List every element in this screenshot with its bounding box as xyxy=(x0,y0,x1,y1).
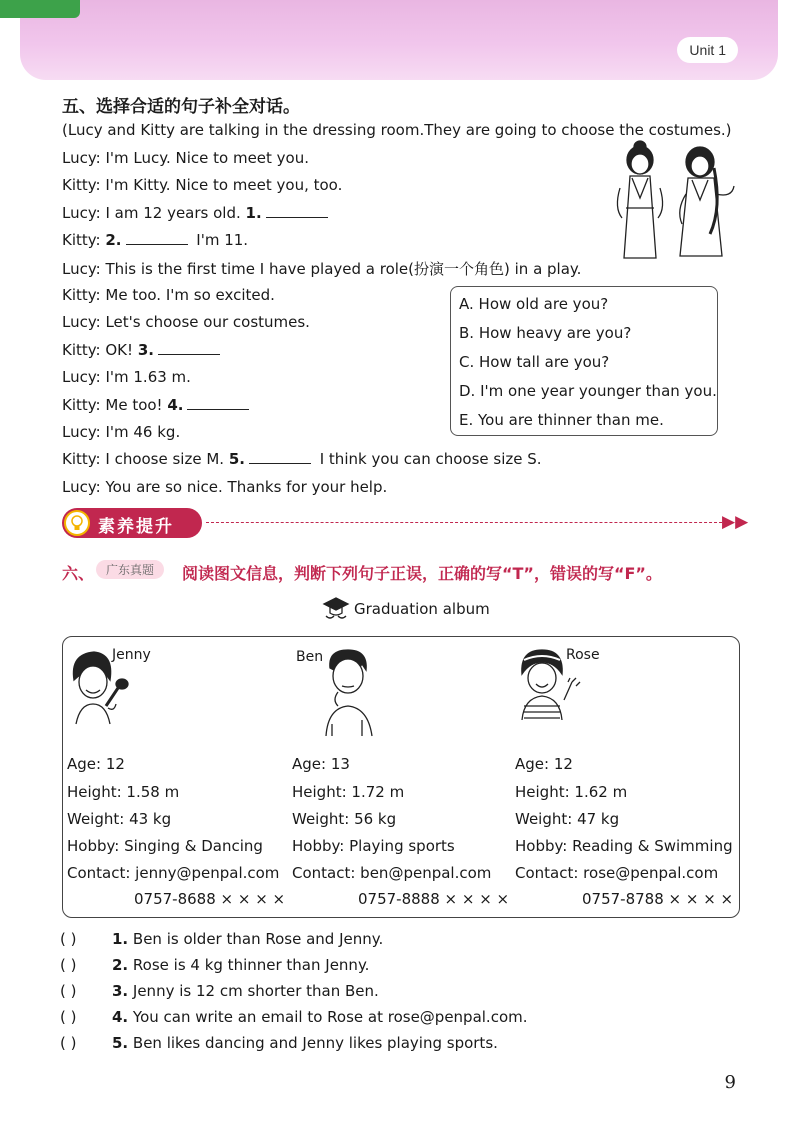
banner-divider xyxy=(206,522,722,523)
section5-intro: (Lucy and Kitty are talking in the dressing room.They are going to choose the costumes.) xyxy=(62,121,732,139)
header-accent xyxy=(0,0,80,18)
ben-hobby: Hobby: Playing sports xyxy=(292,837,455,855)
lightbulb-icon xyxy=(64,510,90,536)
person-name: Rose xyxy=(566,647,600,663)
option-a: A. How old are you? xyxy=(459,295,609,313)
dialogue-line: Kitty: I choose size M. 5. I think you can choose size S. xyxy=(62,450,542,468)
dialogue-line: Kitty: I'm Kitty. Nice to meet you, too. xyxy=(62,176,343,194)
ben-contact: Contact: ben@penpal.com xyxy=(292,864,492,882)
dialogue-line: Kitty: 2. I'm 11. xyxy=(62,231,249,249)
answer-paren[interactable]: ( ) xyxy=(60,956,77,974)
answer-blank[interactable] xyxy=(126,232,188,245)
answer-paren[interactable]: ( ) xyxy=(60,930,77,948)
dialogue-line: Lucy: Let's choose our costumes. xyxy=(62,313,310,331)
answer-blank[interactable] xyxy=(158,342,220,355)
rose-hobby: Hobby: Reading & Swimming xyxy=(515,837,733,855)
answer-paren[interactable]: ( ) xyxy=(60,1008,77,1026)
dialogue-line: Kitty: Me too. I'm so excited. xyxy=(62,286,275,304)
question-item: ( ) 3. Jenny is 12 cm shorter than Ben. xyxy=(60,982,379,1000)
header-band xyxy=(20,0,778,80)
option-e: E. You are thinner than me. xyxy=(459,411,664,429)
jenny-hobby: Hobby: Singing & Dancing xyxy=(67,837,263,855)
answer-blank[interactable] xyxy=(249,451,311,464)
dialogue-line: Kitty: Me too! 4. xyxy=(62,396,253,414)
dialogue-line: Lucy: This is the first time I have played a role(扮演一个角色) in a play. xyxy=(62,260,582,278)
dialogue-line: Lucy: I'm 46 kg. xyxy=(62,423,181,441)
question-item: ( ) 4. You can write an email to Rose at rose@penpal.com. xyxy=(60,1008,528,1026)
option-c: C. How tall are you? xyxy=(459,353,610,371)
person-name: Ben xyxy=(296,649,324,665)
two-girls-illustration xyxy=(610,138,740,266)
answer-blank[interactable] xyxy=(187,397,249,410)
rose-phone: 0757-8788 × × × × xyxy=(582,890,734,908)
rose-contact: Contact: rose@penpal.com xyxy=(515,864,719,882)
double-arrow-icon: ▶▶ xyxy=(722,512,749,532)
jenny-phone: 0757-8688 × × × × xyxy=(134,890,286,908)
section5-title: 五、选择合适的句子补全对话。 xyxy=(62,97,300,117)
dialogue-line: Kitty: OK! 3. xyxy=(62,341,224,359)
graduation-cap-icon xyxy=(322,594,350,622)
jenny-weight: Weight: 43 kg xyxy=(67,810,172,828)
answer-paren[interactable]: ( ) xyxy=(60,982,77,1000)
rose-weight: Weight: 47 kg xyxy=(515,810,620,828)
album-title: Graduation album xyxy=(354,600,490,618)
dialogue-line: Lucy: I am 12 years old. 1. xyxy=(62,204,332,222)
ben-portrait xyxy=(318,646,384,738)
jenny-height: Height: 1.58 m xyxy=(67,783,180,801)
unit-badge: Unit 1 xyxy=(677,37,738,63)
section6-number: 六、 xyxy=(62,564,95,583)
source-tag: 广东真题 xyxy=(96,560,164,579)
answer-blank[interactable] xyxy=(266,205,328,218)
rose-age: Age: 12 xyxy=(515,755,573,773)
jenny-age: Age: 12 xyxy=(67,755,125,773)
question-item: ( ) 1. Ben is older than Rose and Jenny. xyxy=(60,930,384,948)
question-item: ( ) 5. Ben likes dancing and Jenny likes playing sports. xyxy=(60,1034,498,1052)
banner-label: 素养提升 xyxy=(98,517,174,537)
ben-height: Height: 1.72 m xyxy=(292,783,405,801)
ben-weight: Weight: 56 kg xyxy=(292,810,397,828)
options-box xyxy=(450,286,718,436)
rose-height: Height: 1.62 m xyxy=(515,783,628,801)
dialogue-line: Lucy: You are so nice. Thanks for your help. xyxy=(62,478,388,496)
question-item: ( ) 2. Rose is 4 kg thinner than Jenny. xyxy=(60,956,370,974)
dialogue-line: Lucy: I'm Lucy. Nice to meet you. xyxy=(62,149,310,167)
ben-phone: 0757-8888 × × × × xyxy=(358,890,510,908)
page-number: 9 xyxy=(724,1072,736,1093)
section6-instruction: 阅读图文信息，判断下列句子正误，正确的写“T”，错误的写“F”。 xyxy=(182,564,662,583)
person-name: Jenny xyxy=(112,647,151,663)
ben-age: Age: 13 xyxy=(292,755,350,773)
option-b: B. How heavy are you? xyxy=(459,324,632,342)
option-d: D. I'm one year younger than you. xyxy=(459,382,717,400)
jenny-contact: Contact: jenny@penpal.com xyxy=(67,864,280,882)
dialogue-line: Lucy: I'm 1.63 m. xyxy=(62,368,191,386)
answer-paren[interactable]: ( ) xyxy=(60,1034,77,1052)
